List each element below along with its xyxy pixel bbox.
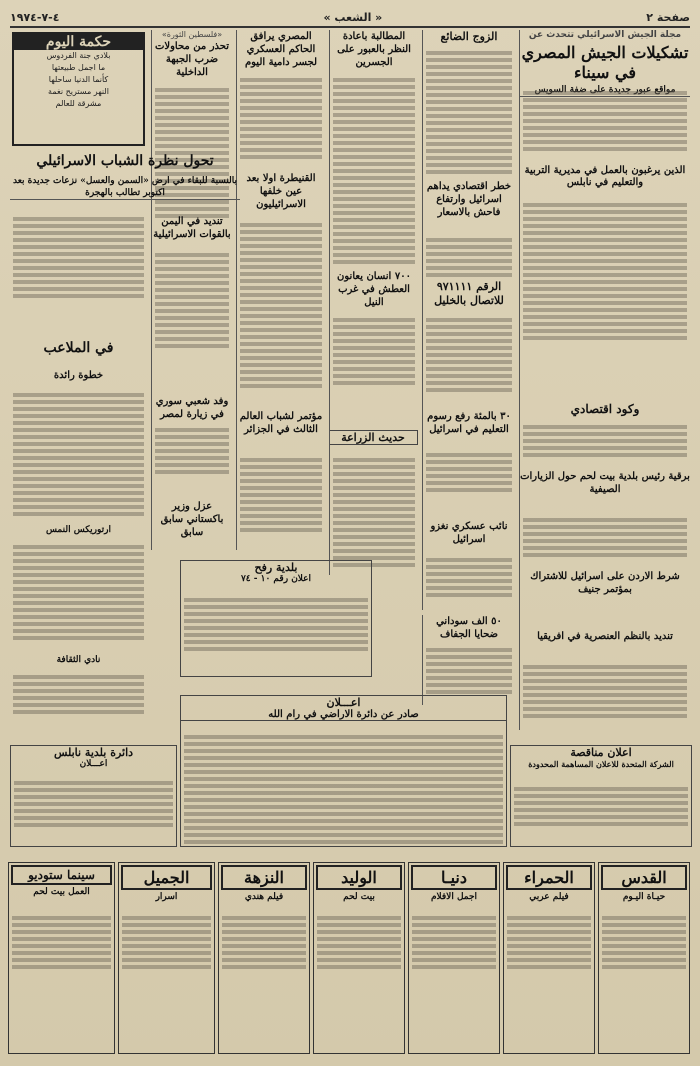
wisdom-box — [12, 32, 145, 146]
article-subhead: مواقع عبور جديدة على ضفة السويس — [520, 85, 690, 97]
headline-bethlehem-mayor: برقية رئيس بلدية بيت لحم حول الزيارات الصيفية — [520, 471, 690, 495]
cinema-title: سينما ستوديو — [11, 865, 112, 885]
headline-deputy: نائب عسكري نغزو اسرائيل — [430, 521, 508, 545]
notice-title: بلدية رفح — [254, 561, 298, 574]
column-6-lower — [10, 210, 147, 740]
headline-economic-danger: خطر اقتصادي يداهم اسرائيل وارتفاع فاحش بالاسعار — [426, 181, 512, 218]
subhead-israeli-youth: بالنسبة للبقاء في ارض «السمن والعسل» نزعات جديدة بعد اكتوبر تطالب بالهجرة — [10, 175, 240, 200]
cinema-title: الجميل — [121, 865, 212, 890]
headline-egyptian-governor: المصري يرافق الحاكم العسكري لجسر دامية اليوم — [244, 31, 318, 68]
wisdom-line: النهر مستريح نغمة — [48, 87, 109, 96]
article-kicker: مجلة الجيش الاسرائيلي تتحدث عن — [528, 30, 682, 40]
cinema-title: النزهة — [221, 865, 307, 890]
headline-economy: وكود اقتصادي — [570, 402, 640, 416]
notice-title: اعلان مناقصة — [570, 746, 632, 759]
page-header — [10, 8, 690, 28]
headline-bridges: المطالبة باعادة النظر بالعبور على الجسرين — [337, 31, 411, 68]
cinema-ad — [118, 862, 215, 1054]
headline-tuition-fees: ٣٠ بالمئة رفع رسوم التعليم في اسرائيل — [427, 411, 511, 435]
cinema-subtitle: اسرار — [155, 892, 178, 902]
cinema-title: دنيـا — [411, 865, 497, 890]
column-4 — [236, 30, 325, 550]
column-1-lower — [519, 630, 690, 730]
wisdom-line: كأنما الدنيا ساحلها — [48, 75, 109, 84]
issue-date: ٤-٧-١٩٧٤ — [10, 10, 60, 24]
headline-quneitra: القنيطرة اولا بعد عين خلفها الاسرائيليون — [246, 173, 316, 210]
cinema-title: الحمراء — [506, 865, 592, 890]
headline-jordan-geneva: شرط الاردن على اسرائيل للاشتراك بمؤتمر جنيف — [530, 571, 680, 595]
cinema-subtitle: العمل بيت لحم — [33, 887, 90, 897]
notice-subtitle: اعـــلان — [79, 759, 108, 769]
column-2 — [422, 30, 515, 610]
cinema-ad — [408, 862, 500, 1054]
notice-subtitle: اعلان رقم ١٠ - ٧٤ — [240, 574, 312, 584]
headline-yemen: تنديد في اليمن بالقوات الاسرائيلية — [153, 216, 231, 240]
cinema-ad — [598, 862, 690, 1054]
hard-rocks-box — [370, 755, 690, 850]
headline-internal-front: تحذر من محاولات ضرب الجبهة الداخلية — [154, 41, 230, 78]
notice-title: دائرة بلدية نابلس — [53, 746, 134, 759]
cinema-subtitle: اجمل الافلام — [430, 892, 478, 902]
headline-lost-husband: الزوج الضائع — [440, 30, 498, 43]
headline-culture-club: نادي الثقافة — [56, 655, 101, 665]
cinema-ad — [218, 862, 310, 1054]
notice-subtitle: الشركة المتحدة للاعلان المساهمة المحدودة — [528, 759, 674, 769]
headline-teaching-jobs: الذين يرغبون بالعمل في مديرية التربية والتعليم في نابلس — [524, 165, 686, 188]
article-kicker-palestine: «فلسطين الثورة» — [161, 30, 223, 39]
cinema-subtitle: فيلم عربي — [529, 892, 569, 902]
cinema-subtitle: حيـاة اليـوم — [622, 892, 666, 902]
page-number: صفحة ٢ — [646, 10, 690, 24]
column-1 — [519, 30, 690, 630]
notice-rafah — [180, 560, 372, 677]
notice-subtitle: صادر عن دائرة الاراضي في رام الله — [181, 709, 506, 721]
cinema-title: القدس — [601, 865, 687, 890]
headline-pakistani-minister: عزل وزير باكستاني سابق سابق — [160, 501, 224, 538]
cinema-subtitle: فيلم هندي — [244, 892, 284, 902]
headline-youth-conference: مؤتمر لشباب العالم الثالث في الجزائر — [239, 411, 323, 435]
agriculture-logo: حديث الزراعة — [329, 430, 418, 445]
cinema-subtitle: بيت لحم — [343, 892, 375, 902]
notice-nablus — [10, 745, 177, 847]
wisdom-title: حكمة اليوم — [14, 34, 143, 50]
headline-hebron-number: الرقم ٩٧١١١١ للاتصال بالخليل — [434, 280, 504, 307]
cinema-title: الوليد — [316, 865, 402, 890]
wisdom-line: ما اجمل طبيعتها — [51, 63, 106, 72]
column-2-lower — [422, 615, 515, 705]
masthead: « الشعب » — [323, 10, 383, 24]
cinema-ad — [313, 862, 405, 1054]
cinema-ad — [503, 862, 595, 1054]
cinema-ad — [8, 862, 115, 1054]
wisdom-line: بلادي جنة الفردوس — [46, 51, 111, 60]
headline-pioneer-step: خطوة رائدة — [53, 370, 104, 381]
column-5 — [151, 30, 232, 550]
sports-logo: في الملاعب — [43, 340, 114, 356]
headline-israeli-youth: تحول نظرة الشباب الاسرائيلي — [36, 153, 214, 169]
headline-syrian-delegation: وفد شعبي سوري في زيارة لمصر — [155, 396, 229, 420]
column-3 — [329, 30, 418, 575]
wisdom-line: مشرقة للعالم — [55, 99, 102, 108]
headline-thirst: ٧٠٠ انسان يعانون العطش في غرب النيل — [337, 271, 411, 308]
headline-sudan-drought: ٥٠ الف سوداني ضحايا الجفاف — [436, 616, 502, 640]
notice-title: اعـــلان — [326, 696, 361, 709]
headline-arturex: ارتوريكس النمس — [45, 525, 112, 535]
headline-racism-africa: تنديد بالنظم العنصرية في افريقيا — [537, 631, 673, 642]
article-headline: تشكيلات الجيش المصري في سيناء — [521, 43, 689, 82]
